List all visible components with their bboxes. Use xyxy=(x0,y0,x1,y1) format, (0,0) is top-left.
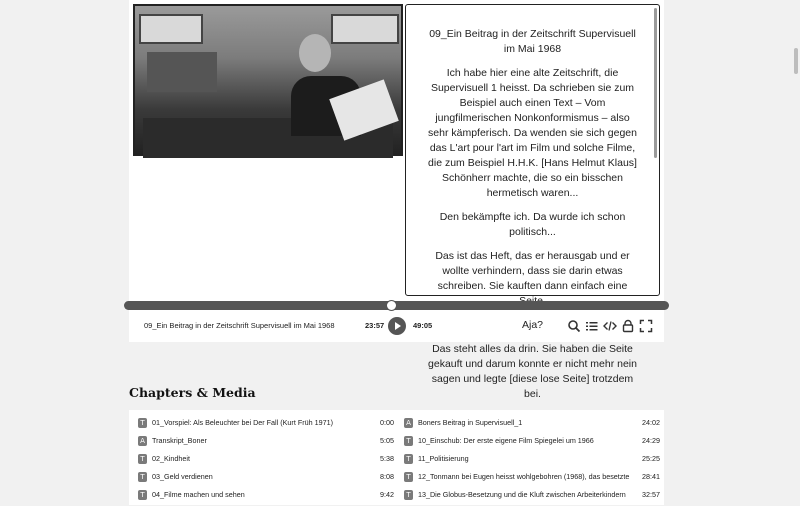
chapter-time: 24:29 xyxy=(642,436,660,445)
chapter-time: 5:38 xyxy=(380,454,394,463)
embed-code-icon[interactable] xyxy=(603,319,617,333)
total-time: 49:05 xyxy=(413,321,433,330)
text-type-icon: T xyxy=(404,490,413,500)
video-window-right xyxy=(331,14,399,44)
chapter-time: 32:57 xyxy=(642,490,660,499)
transcript-paragraph: Das steht alles da drin. Sie haben die Seite gekauft und darum konnte er nicht mehr nein sagen und legte [diese lose Seite] trotzdem bei. xyxy=(428,343,637,400)
fullscreen-icon[interactable] xyxy=(639,319,653,333)
chapter-label: 02_Kindheit xyxy=(152,454,190,463)
search-icon[interactable] xyxy=(567,319,581,333)
text-type-icon: T xyxy=(404,436,413,446)
chapters-column-left xyxy=(136,416,394,506)
transcript-text xyxy=(406,5,659,402)
chapter-time: 8:08 xyxy=(380,472,394,481)
transcript-paragraph: Ich habe hier eine alte Zeitschrift, die Supervisuell 1 heisst. Da schrieben sie zum Beispiel auch einen Text – Vom jungfilmerischen Nonkonformismus – also sehr kämpferisch. Da wenden sie sich gegen das L'art pour l'art im Film und solche Filme, die zum Beispiel H.H.K. [Hans Helmut Klaus] Schönherr machte, die so ein bisschen hermetisch waren... xyxy=(428,67,637,199)
video-frame[interactable] xyxy=(133,4,403,156)
transcript-paragraph: Das ist das Heft, das er herausgab und er wollte verhindern, dass sie darin etwas schreiben. Sie kauften dann einfach eine xyxy=(435,250,630,292)
video-shelf xyxy=(147,52,217,92)
progress-bar[interactable] xyxy=(124,301,669,310)
chapter-label: 12_Tonmann bei Eugen heisst wohlgebohren (1968), das besetzte xyxy=(418,472,630,481)
video-window-left xyxy=(139,14,203,44)
transcript-paragraph: Den bekämpfte ich. Da wurde ich schon politisch... xyxy=(439,211,626,238)
document-type-icon: A xyxy=(138,436,147,446)
text-type-icon: T xyxy=(138,454,147,464)
chapter-time: 5:05 xyxy=(380,436,394,445)
text-type-icon: T xyxy=(404,472,413,482)
chapter-item[interactable] xyxy=(136,452,394,470)
chapter-time: 24:02 xyxy=(642,418,660,427)
chapters-column-right xyxy=(402,416,660,506)
lock-icon[interactable] xyxy=(621,319,635,333)
chapter-item[interactable] xyxy=(136,488,394,506)
chapter-label: 01_Vorspiel: Als Beleuchter bei Der Fall (Kurt Früh 1971) xyxy=(152,418,333,427)
scrollbar-thumb[interactable] xyxy=(794,48,798,74)
transcript-heading: 09_Ein Beitrag in der Zeitschrift Supervisuell im Mai 1968 xyxy=(429,28,636,55)
player-controls xyxy=(129,314,664,342)
chapters-list xyxy=(129,410,664,505)
list-icon[interactable] xyxy=(585,319,599,333)
chapter-label: 03_Geld verdienen xyxy=(152,472,213,481)
document-type-icon: A xyxy=(404,418,413,428)
play-button[interactable] xyxy=(388,317,406,335)
chapter-item[interactable] xyxy=(136,434,394,452)
chapter-item[interactable] xyxy=(402,434,660,452)
chapter-time: 9:42 xyxy=(380,490,394,499)
text-type-icon: T xyxy=(404,454,413,464)
page-scrollbar[interactable] xyxy=(792,0,800,500)
chapter-item[interactable] xyxy=(402,470,660,488)
current-chapter-title: 09_Ein Beitrag in der Zeitschrift Supervisuell im Mai 1968 xyxy=(144,321,335,330)
text-type-icon: T xyxy=(138,472,147,482)
current-time: 23:57 xyxy=(365,321,385,330)
chapter-label: 04_Filme machen und sehen xyxy=(152,490,245,499)
chapter-item[interactable] xyxy=(402,452,660,470)
chapter-time: 25:25 xyxy=(642,454,660,463)
chapter-time: 0:00 xyxy=(380,418,394,427)
transcript-paragraph: Aja? xyxy=(521,319,543,331)
chapter-item[interactable] xyxy=(402,416,660,434)
chapter-item[interactable] xyxy=(136,470,394,488)
chapter-label: Transkript_Boner xyxy=(152,436,207,445)
chapter-item[interactable] xyxy=(136,416,394,434)
progress-knob[interactable] xyxy=(386,300,397,311)
chapters-heading: Chapters & Media xyxy=(129,385,256,400)
video-person-head xyxy=(299,34,331,72)
chapter-item[interactable] xyxy=(402,488,660,506)
text-type-icon: T xyxy=(138,418,147,428)
chapter-time: 28:41 xyxy=(642,472,660,481)
transcript-scrollbar[interactable] xyxy=(654,8,657,158)
chapter-label: 11_Politisierung xyxy=(418,454,469,463)
chapter-label: 13_Die Globus-Besetzung und die Kluft zwischen Arbeiterkindern xyxy=(418,490,626,499)
chapter-label: 10_Einschub: Der erste eigene Film Spiegelei um 1966 xyxy=(418,436,594,445)
chapter-label: Boners Beitrag in Supervisuell_1 xyxy=(418,418,523,427)
text-type-icon: T xyxy=(138,490,147,500)
